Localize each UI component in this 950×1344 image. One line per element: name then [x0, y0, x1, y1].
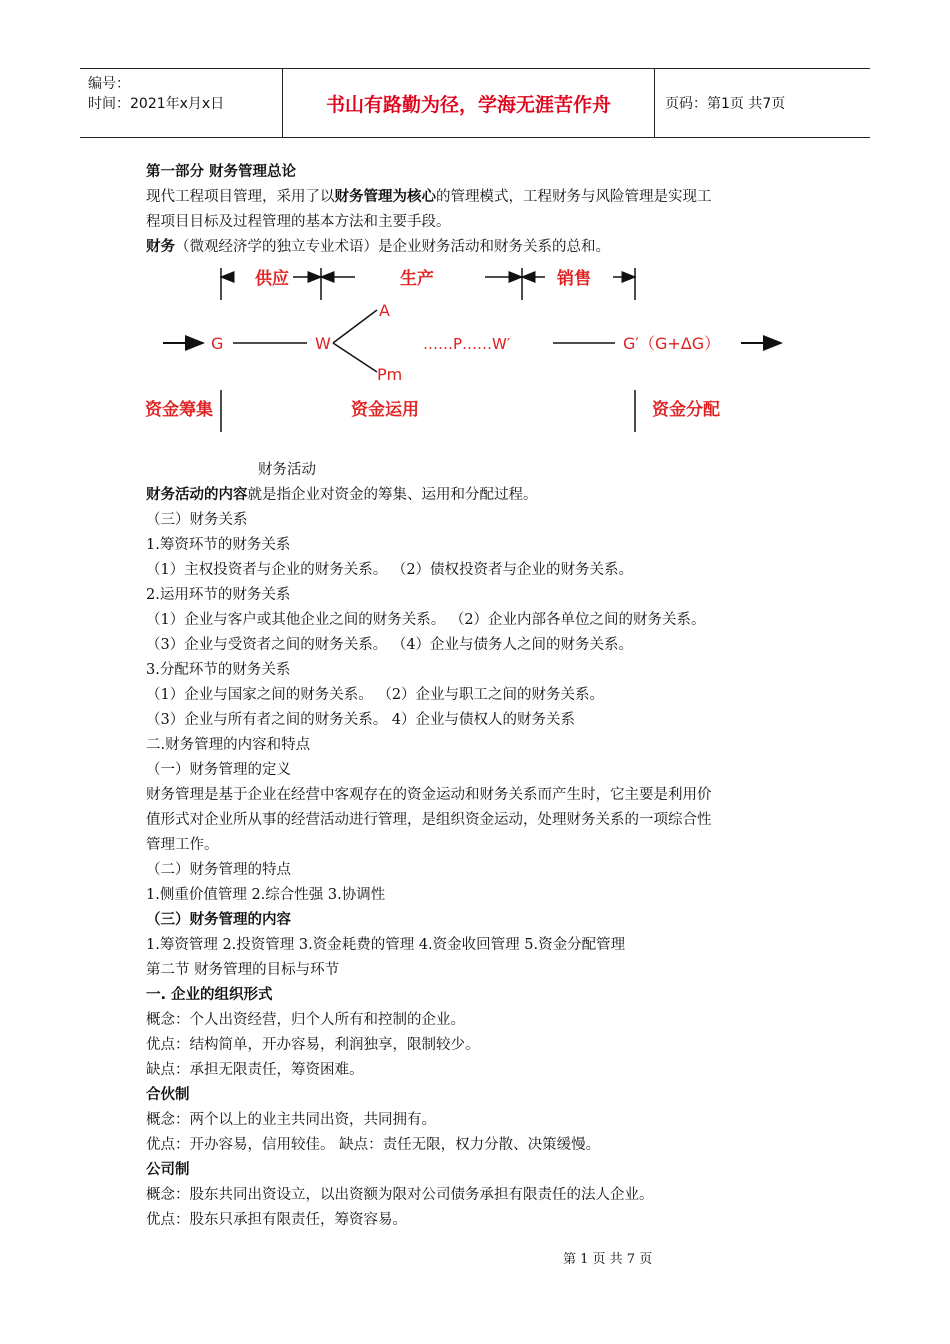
page-info: 页码：第1页 共7页: [665, 96, 786, 112]
label-g: G: [211, 334, 224, 353]
motto: 书山有路勤为径，学海无涯苦作舟: [283, 69, 655, 137]
text-line: 1.筹资环节的财务关系: [146, 537, 291, 553]
diagram-caption: 财务活动: [258, 462, 316, 478]
text-line: （3）企业与受资者之间的财务关系。 （4）企业与债务人之间的财务关系。: [146, 637, 634, 653]
emphasis: 财务管理为核心: [334, 189, 436, 205]
text-line: （二）财务管理的特点: [146, 862, 291, 878]
section-heading: 合伙制: [146, 1087, 190, 1103]
paragraph-1-cont: 程项目目标及过程管理的基本方法和主要手段。: [146, 214, 451, 230]
text-line: 概念：股东共同出资设立，以出资额为限对公司债务承担有限责任的法人企业。: [146, 1187, 654, 1203]
emphasis: 财务活动的内容: [146, 487, 248, 503]
section-heading: （三）财务管理的内容: [146, 912, 291, 928]
text-line: 优点：股东只承担有限责任，筹资容易。: [146, 1212, 407, 1228]
time-label: 时间：2021年x月x日: [88, 96, 225, 112]
text-line: （1）企业与客户或其他企业之间的财务关系。 （2）企业内部各单位之间的财务关系。: [146, 612, 706, 628]
part-title: 第一部分 财务管理总论: [146, 164, 297, 180]
text-line: 概念：个人出资经营，归个人所有和控制的企业。: [146, 1012, 465, 1028]
label-pw: ……P……W′: [423, 335, 511, 353]
label-dist: 资金分配: [652, 400, 720, 420]
label-sales: 销售: [557, 269, 591, 289]
text-line: （1）企业与国家之间的财务关系。 （2）企业与职工之间的财务关系。: [146, 687, 605, 703]
section-heading: 公司制: [146, 1162, 190, 1178]
header-meta-cell: [80, 69, 283, 137]
financial-activity-diagram: [145, 260, 790, 442]
paragraph-2: 财务（微观经济学的独立专业术语）是企业财务活动和财务关系的总和。: [146, 239, 610, 255]
page-header: [80, 68, 870, 138]
text-line: 优点：结构简单，开办容易，利润独享，限制较少。: [146, 1037, 480, 1053]
text-line: 3.分配环节的财务关系: [146, 662, 291, 678]
label-production: 生产: [400, 269, 434, 289]
text-line: 二.财务管理的内容和特点: [146, 737, 311, 753]
label-w: W: [315, 334, 331, 353]
label-pm: Pm: [377, 365, 403, 384]
text-line: （三）财务关系: [146, 512, 248, 528]
number-label: 编号：: [88, 76, 130, 92]
text-line: 概念：两个以上的业主共同出资，共同拥有。: [146, 1112, 436, 1128]
text-line: 值形式对企业所从事的经营活动进行管理，是组织资金运动，处理财务关系的一项综合性: [146, 812, 712, 828]
text-line: 1.筹资管理 2.投资管理 3.资金耗费的管理 4.资金收回管理 5.资金分配管理: [146, 937, 626, 953]
text-line: 2.运用环节的财务关系: [146, 587, 291, 603]
label-a: A: [379, 301, 390, 320]
label-supply: 供应: [255, 269, 289, 289]
emphasis: 财务: [146, 239, 175, 255]
section-heading: 一. 企业的组织形式: [146, 987, 273, 1003]
paragraph-1: 现代工程项目管理，采用了以财务管理为核心的管理模式，工程财务与风险管理是实现工: [146, 189, 712, 205]
label-g2: G′（G+ΔG）: [623, 334, 721, 353]
branch-line: [333, 310, 377, 343]
text-line: （一）财务管理的定义: [146, 762, 291, 778]
label-use: 资金运用: [351, 400, 419, 420]
branch-line: [333, 343, 377, 372]
text-line: 优点：开办容易，信用较佳。 缺点：责任无限，权力分散、决策缓慢。: [146, 1137, 601, 1153]
text-line: 1.侧重价值管理 2.综合性强 3.协调性: [146, 887, 386, 903]
text-line: 管理工作。: [146, 837, 219, 853]
text-line: 第二节 财务管理的目标与环节: [146, 962, 340, 978]
text-line: 财务管理是基于企业在经营中客观存在的资金运动和财务关系而产生时，它主要是利用价: [146, 787, 712, 803]
text-line: （1）主权投资者与企业的财务关系。 （2）债权投资者与企业的财务关系。: [146, 562, 634, 578]
page-footer: 第 1 页 共 7 页: [563, 1252, 653, 1267]
label-raise: 资金筹集: [145, 400, 213, 420]
text-line: （3）企业与所有者之间的财务关系。 4）企业与债权人的财务关系: [146, 712, 576, 728]
diagram-svg: [145, 260, 790, 442]
paragraph-3: 财务活动的内容就是指企业对资金的筹集、运用和分配过程。: [146, 487, 538, 503]
text-line: 缺点：承担无限责任，筹资困难。: [146, 1062, 364, 1078]
